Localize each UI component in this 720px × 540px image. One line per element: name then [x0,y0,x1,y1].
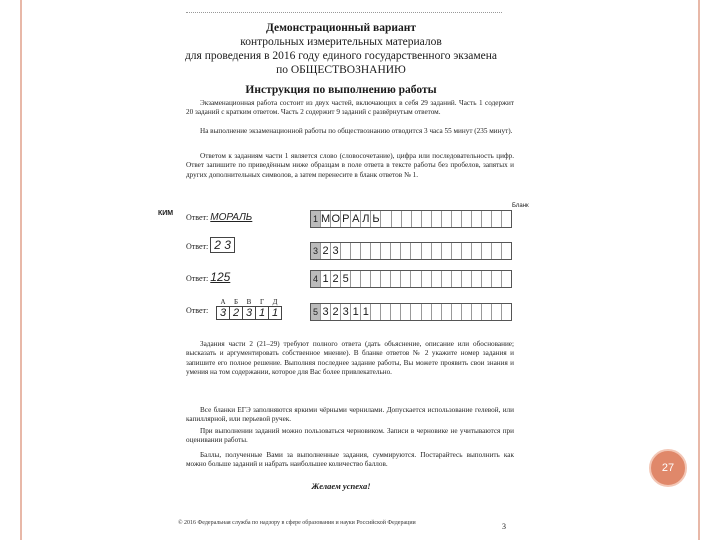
box-cell [461,211,471,227]
box-cell [501,271,511,287]
box-cell: Л [362,213,370,225]
box-cell [390,271,400,287]
letter-value: 2 [230,307,243,320]
page-number: 3 [502,522,506,531]
box-cell [380,211,390,227]
box-cell [481,271,491,287]
paragraph-5: Все бланки ЕГЭ заполняются яркими чёрными чернилами. Допускается использование гелевой, или капиллярной, или перьевой ручек. [186,406,514,424]
document-page [150,8,532,536]
box-cell [380,304,390,320]
box-cell [410,271,420,287]
box-cell [410,243,420,259]
box-cell: 2 [330,271,340,287]
answer-box-row-4 [310,303,512,321]
box-cell [410,304,420,320]
box-number-5: 5 [311,304,320,320]
letter-value: 1 [269,307,282,320]
box-cell [461,271,471,287]
box-cell [400,271,410,287]
box-cell [441,271,451,287]
box-cell [501,304,511,320]
box-cell [340,243,350,259]
good-luck-text: Желаем успеха! [311,481,371,491]
paragraph-4: Задания части 2 (21–29) требуют полного ответа (дать объяснение, описание или обоснование; высказать и аргументировать собственное мнение). В бланке ответов № 2 укажите номер задания и запишите его полное решение. Выполняя последнее задание работы, Вы можете проявить свои знания и умения на том содержании, которое для Вас более привлекательно. [186,340,514,376]
answer-label-4: Ответ: [186,306,209,315]
box-cell [501,243,511,259]
box-cell [380,243,390,259]
slide-number-badge: 27 [649,449,687,487]
box-cell: 1 [350,304,360,320]
top-divider [186,12,502,13]
box-number-4: 4 [311,271,320,287]
paragraph-1: Экзаменационная работа состоит из двух частей, включающих в себя 29 заданий. Часть 1 содержит 20 заданий с кратким ответом. Часть 2 содержит 9 заданий с развёрнутым ответом. [186,99,514,117]
box-cell: О [331,213,341,225]
box-cell: Ь [372,213,380,225]
letter-header: Б [233,298,239,306]
letter-header: В [246,298,252,306]
box-cell: 3 [340,304,350,320]
slide-right-border [698,0,720,540]
letter-value: 3 [217,307,230,320]
box-cell [471,243,481,259]
box-cell [441,211,451,227]
box-cell [380,271,390,287]
letter-value: 3 [243,307,256,320]
box-cell: 3 [320,304,330,320]
box-cell [421,304,431,320]
box-cell [390,243,400,259]
box-cell [370,304,380,320]
box-cell [441,243,451,259]
box-cell [471,304,481,320]
box-cell [390,304,400,320]
box-cell: 2 [330,304,340,320]
box-cell: 1 [320,271,330,287]
copyright-footer: © 2016 Федеральная служба по надзору в сфере образования и науки Российской Федерации [178,520,416,526]
box-cell [350,243,360,259]
box-cell [370,271,380,287]
answer-label-3: Ответ: 125 [186,270,231,284]
box-cell: А [352,213,360,225]
box-cell [411,211,421,227]
box-cell [421,243,431,259]
box-cell [491,243,501,259]
letter-header: А [220,298,226,306]
box-cell [451,243,461,259]
box-cell [491,271,501,287]
box-cell: М [321,213,331,225]
box-cell: 5 [340,271,350,287]
paragraph-2: На выполнение экзаменационной работы по обществознанию отводится 3 часа 55 минут (235 минут). [200,127,513,135]
box-cell [401,211,411,227]
box-cell [421,211,431,227]
handwritten-answer-2: 2 3 [210,237,235,253]
answer-label-2: Ответ: 2 3 [186,238,235,252]
instructions-title: Инструкция по выполнению работы [245,84,437,96]
letter-header: Г [259,298,265,306]
answer-label-1: Ответ: МОРАЛЬ [186,212,253,223]
box-cell: Р [342,213,350,225]
box-number-3: 3 [311,243,320,259]
box-cell [400,243,410,259]
letter-header: Д [272,298,278,306]
paragraph-7: Баллы, полученные Вами за выполненные задания, суммируются. Постарайтесь выполнить как можно больше заданий и набрать наибольшее количество баллов. [186,451,514,469]
doc-title-line-3: для проведения в 2016 году единого государственного экзамена [184,50,498,62]
box-cell: 2 [320,243,330,259]
box-cell [451,211,461,227]
slide-left-border [0,0,22,540]
box-cell [501,211,511,227]
kim-label: КИМ [158,210,174,217]
box-cell [391,211,401,227]
box-cell [431,211,441,227]
box-cell [461,304,471,320]
letter-answer-table [216,298,282,320]
box-cell [370,243,380,259]
box-cell: 1 [360,304,370,320]
doc-title-line-1: Демонстрационный вариант [266,22,416,34]
box-cell [400,304,410,320]
doc-title-line-2: контрольных измерительных материалов [240,36,442,48]
box-number-1: 1 [311,211,320,227]
box-cell [431,243,441,259]
answer-box-row-3 [310,270,512,288]
box-cell [481,243,491,259]
letter-value: 1 [256,307,269,320]
box-cell [350,271,360,287]
box-cell: 3 [330,243,340,259]
box-cell [451,271,461,287]
box-cell [360,243,370,259]
box-cell [491,304,501,320]
box-cell [421,271,431,287]
box-cell [491,211,501,227]
handwritten-answer-1: МОРАЛЬ [210,212,253,223]
box-cell [481,304,491,320]
box-cell [451,304,461,320]
box-cell [431,271,441,287]
box-cell [481,211,491,227]
box-cell [471,271,481,287]
paragraph-6: При выполнении заданий можно пользоваться черновиком. Записи в черновике не учитываются при оценивании работы. [186,427,514,445]
answer-box-row-2 [310,242,512,260]
paragraph-3: Ответом к заданиям части 1 является слово (словосочетание), цифра или последовательность цифр. Ответ запишите по приведённым ниже образцам в поле ответа в тексте работы без пробелов, запятых и других дополнительных символов, а затем перенесите в бланк ответов № 1. [186,152,514,179]
box-cell [360,271,370,287]
answer-box-row-1 [310,210,512,228]
handwritten-answer-3: 125 [210,270,231,284]
box-cell [471,211,481,227]
doc-title-line-4: по ОБЩЕСТВОЗНАНИЮ [276,64,406,76]
box-cell [461,243,471,259]
box-cell [431,304,441,320]
box-cell [441,304,451,320]
blank-label: Бланк [512,203,529,209]
